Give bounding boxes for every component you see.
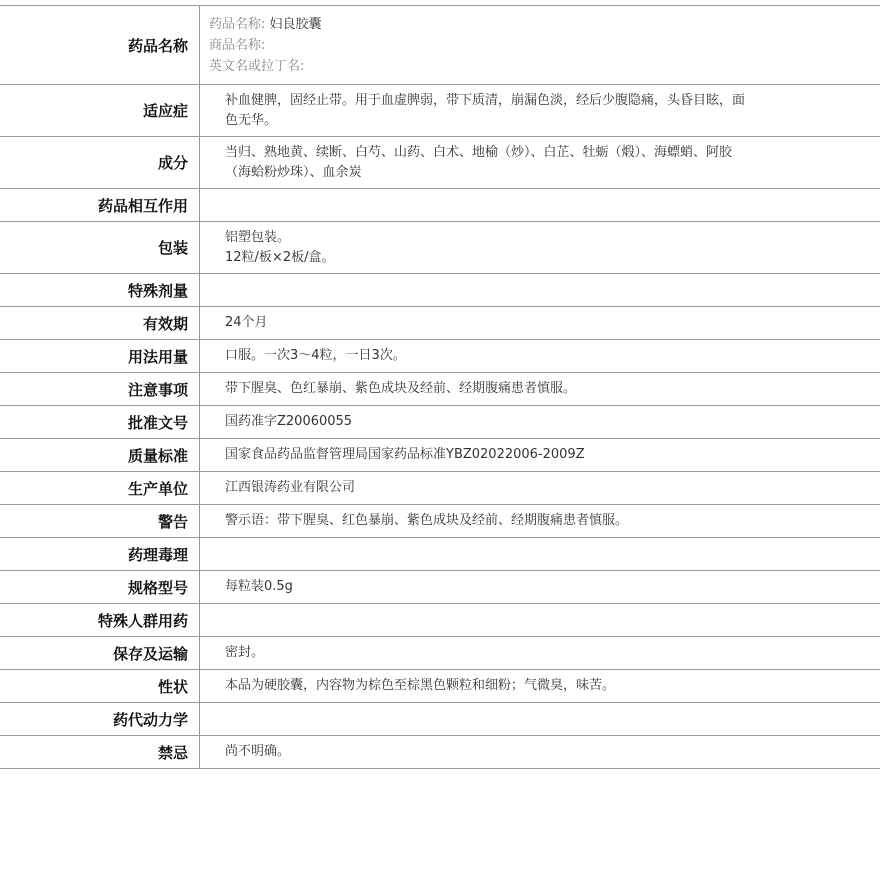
trade-name-line xyxy=(209,35,790,56)
trade-name-label: 商品名称: xyxy=(209,38,266,53)
row-value xyxy=(200,222,880,273)
info-row xyxy=(0,307,880,340)
row-label: 注意事项 xyxy=(0,373,200,405)
row-label: 生产单位 xyxy=(0,472,200,504)
english-name-label: 英文名或拉丁名: xyxy=(209,59,305,74)
value-line: 色无华。 xyxy=(225,112,278,128)
info-row xyxy=(0,736,880,769)
value-line: 当归、熟地黄、续断、白芍、山药、白术、地榆（炒）、白芷、牡蛎（煅）、海螵蛸、阿胶 xyxy=(225,144,733,160)
row-value xyxy=(200,85,880,136)
row-value xyxy=(200,538,880,570)
row-label: 规格型号 xyxy=(0,571,200,603)
row-label: 保存及运输 xyxy=(0,637,200,669)
name-block xyxy=(200,6,880,84)
row-value xyxy=(200,604,880,636)
generic-name-line xyxy=(209,14,790,35)
value-line: 警示语：带下腥臭、红色暴崩、紫色成块及经前、经期腹痛患者慎服。 xyxy=(225,513,629,528)
row-label: 特殊剂量 xyxy=(0,274,200,306)
value-line: 尚不明确。 xyxy=(225,744,291,759)
value-line: 12粒/板×2板/盒。 xyxy=(225,249,335,265)
row-value xyxy=(200,571,880,603)
english-name-line xyxy=(209,56,790,77)
info-row xyxy=(0,637,880,670)
row-value xyxy=(200,703,880,735)
row-label: 包装 xyxy=(0,222,200,273)
info-row xyxy=(0,538,880,571)
row-label: 警告 xyxy=(0,505,200,537)
row-label: 批准文号 xyxy=(0,406,200,438)
row-label: 成分 xyxy=(0,137,200,188)
info-row xyxy=(0,373,880,406)
info-row xyxy=(0,670,880,703)
value-line: 口服。一次3～4粒，一日3次。 xyxy=(225,348,406,363)
row-value xyxy=(200,637,880,669)
info-row xyxy=(0,703,880,736)
row-value xyxy=(200,439,880,471)
row-label: 药品名称 xyxy=(0,6,200,84)
row-value xyxy=(200,307,880,339)
info-row xyxy=(0,274,880,307)
row-value xyxy=(200,189,880,221)
info-row xyxy=(0,439,880,472)
row-value xyxy=(200,137,880,188)
info-row xyxy=(0,340,880,373)
info-row xyxy=(0,472,880,505)
generic-name-value: 妇良胶囊 xyxy=(269,17,322,32)
drug-info-table xyxy=(0,5,880,769)
generic-name-label: 药品名称: xyxy=(209,17,266,32)
row-label: 禁忌 xyxy=(0,736,200,768)
row-label: 适应症 xyxy=(0,85,200,136)
row-label: 质量标准 xyxy=(0,439,200,471)
info-row xyxy=(0,406,880,439)
row-label: 特殊人群用药 xyxy=(0,604,200,636)
row-label: 有效期 xyxy=(0,307,200,339)
info-row xyxy=(0,604,880,637)
info-row xyxy=(0,571,880,604)
info-rows xyxy=(0,85,880,769)
info-row xyxy=(0,189,880,222)
row-value xyxy=(200,373,880,405)
row-value xyxy=(200,736,880,768)
row-value xyxy=(200,472,880,504)
value-line: 铝塑包装。 xyxy=(225,229,291,245)
info-row xyxy=(0,505,880,538)
row-drug-name xyxy=(0,6,880,85)
value-line: 江西银涛药业有限公司 xyxy=(225,480,356,495)
row-value xyxy=(200,670,880,702)
info-row xyxy=(0,137,880,189)
row-value xyxy=(200,340,880,372)
value-line: 带下腥臭、色红暴崩、紫色成块及经前、经期腹痛患者慎服。 xyxy=(225,381,577,396)
value-line: （海蛤粉炒珠）、血余炭 xyxy=(225,164,362,180)
value-line: 国药准字Z20060055 xyxy=(225,414,353,429)
row-value xyxy=(200,406,880,438)
value-line: 24个月 xyxy=(225,315,268,330)
row-label: 用法用量 xyxy=(0,340,200,372)
value-line: 国家食品药品监督管理局国家药品标准YBZ02022006-2009Z xyxy=(225,447,585,462)
value-line: 密封。 xyxy=(225,645,265,660)
row-label: 药理毒理 xyxy=(0,538,200,570)
row-label: 药品相互作用 xyxy=(0,189,200,221)
row-value xyxy=(200,274,880,306)
row-label: 药代动力学 xyxy=(0,703,200,735)
value-line: 补血健脾，固经止带。用于血虚脾弱，带下质清，崩漏色淡，经后少腹隐痛，头昏目眩，面 xyxy=(225,92,746,108)
value-line: 本品为硬胶囊，内容物为棕色至棕黑色颗粒和细粉；气微臭，味苦。 xyxy=(225,678,616,693)
row-value xyxy=(200,505,880,537)
value-line: 每粒装0.5g xyxy=(225,579,293,594)
info-row xyxy=(0,85,880,137)
info-row xyxy=(0,222,880,274)
row-label: 性状 xyxy=(0,670,200,702)
